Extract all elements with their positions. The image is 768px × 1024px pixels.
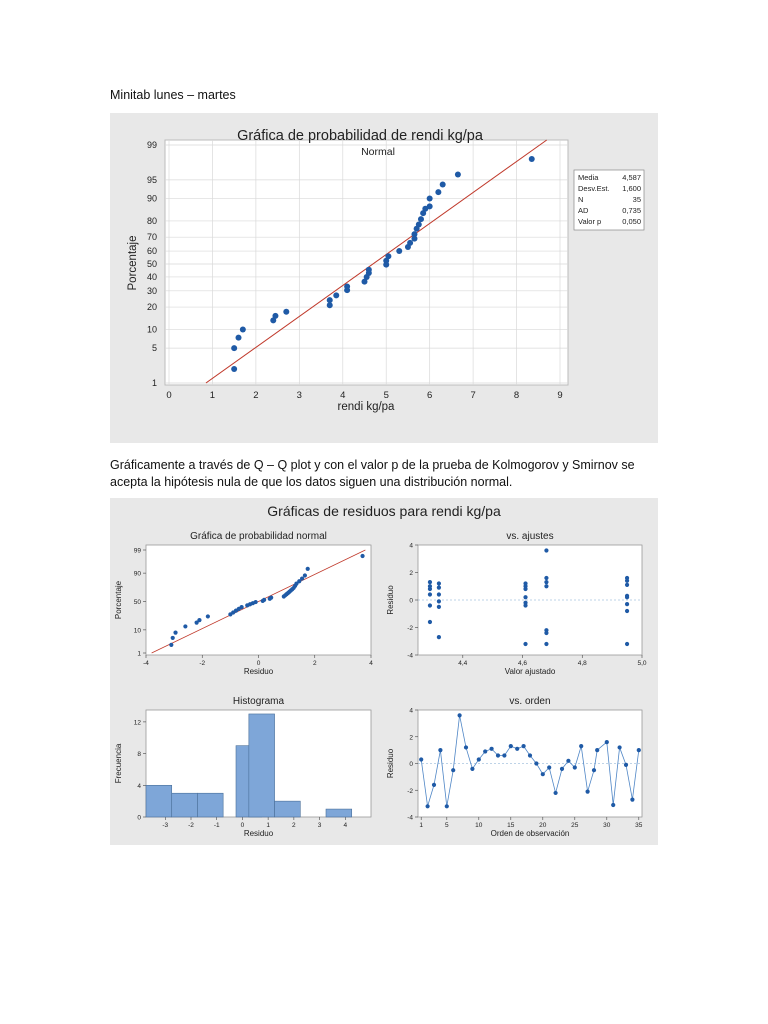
vs-fits-x-axis-label: Valor ajustado xyxy=(504,667,556,676)
data-point xyxy=(427,195,433,201)
chart-title: Gráfica de probabilidad de rendi kg/pa xyxy=(237,128,483,144)
vs-order-x-tick-label: 5 xyxy=(444,822,449,829)
data-point xyxy=(529,156,535,162)
vs-fits-point xyxy=(544,576,548,580)
histogram-y-tick-label: 12 xyxy=(133,719,141,727)
vs-fits-y-tick-label: 2 xyxy=(409,570,413,577)
probability-plot-figure xyxy=(110,113,658,443)
vs-fits-point xyxy=(544,548,548,552)
vs-order-point xyxy=(419,757,423,761)
data-point xyxy=(385,253,391,259)
normal-probability-y-tick-label: 1 xyxy=(137,650,141,658)
stats-value: 0,050 xyxy=(622,217,641,226)
normal-probability-y-tick-label: 99 xyxy=(133,547,141,555)
y-tick-label: 95 xyxy=(146,174,157,185)
y-tick-label: 70 xyxy=(146,232,157,243)
vs-order-point xyxy=(560,767,564,771)
vs-order-point xyxy=(490,747,494,751)
normal-probability-point xyxy=(206,614,210,618)
vs-fits-point xyxy=(428,592,432,596)
y-tick-label: 60 xyxy=(146,246,157,257)
panel-title: Gráficas de residuos para rendi kg/pa xyxy=(267,503,501,519)
y-tick-label: 20 xyxy=(146,302,157,313)
vs-order-point xyxy=(528,753,532,757)
normal-probability-point xyxy=(197,618,201,622)
vs-order-point xyxy=(509,744,513,748)
histogram-y-tick-label: 4 xyxy=(137,782,141,790)
histogram-bar xyxy=(249,714,275,817)
vs-fits-x-tick-label: 4,4 xyxy=(458,660,468,667)
x-tick-label: 4 xyxy=(340,390,346,401)
vs-order-x-tick-label: 30 xyxy=(603,822,611,829)
y-tick-label: 10 xyxy=(146,324,157,335)
x-tick-label: 6 xyxy=(427,390,433,401)
data-point xyxy=(435,189,441,195)
data-point xyxy=(396,248,402,254)
vs-order-point xyxy=(426,804,430,808)
vs-order-point xyxy=(470,767,474,771)
vs-order-y-tick-label: 4 xyxy=(409,707,413,715)
y-tick-label: 1 xyxy=(151,378,157,388)
vs-fits-point xyxy=(437,586,441,590)
vs-fits-point xyxy=(523,587,527,591)
vs-order-x-tick-label: 35 xyxy=(635,822,643,829)
vs-order-x-tick-label: 15 xyxy=(507,822,515,829)
vs-order-point xyxy=(483,749,487,753)
histogram-x-tick-label: 0 xyxy=(240,822,245,829)
vs-order-y-axis-label: Residuo xyxy=(386,748,395,779)
vs-fits-point xyxy=(544,631,548,635)
vs-order-point xyxy=(502,753,506,757)
histogram-bar xyxy=(326,809,352,817)
x-tick-label: 9 xyxy=(557,390,563,401)
histogram-y-tick-label: 8 xyxy=(137,751,141,759)
normal-probability-point xyxy=(171,636,175,640)
normal-probability-x-tick-label: 4 xyxy=(369,660,373,667)
stats-value: 35 xyxy=(632,195,641,204)
vs-fits-y-axis-label: Residuo xyxy=(386,585,395,615)
vs-fits-x-tick-label: 4,8 xyxy=(577,660,587,667)
vs-order-point xyxy=(592,768,596,772)
normal-probability-x-tick-label: -4 xyxy=(143,660,149,667)
data-point xyxy=(411,231,417,237)
vs-fits-point xyxy=(544,642,548,646)
doc-paragraph-line-2: acepta la hipótesis nula de que los datos siguen una distribución normal. xyxy=(110,475,513,489)
vs-order-point xyxy=(630,798,634,802)
stats-label: AD xyxy=(578,206,589,215)
vs-order-point xyxy=(605,740,609,744)
vs-fits-point xyxy=(437,635,441,639)
y-tick-label: 99 xyxy=(146,140,157,150)
data-point xyxy=(344,284,350,290)
data-point xyxy=(231,345,237,351)
x-tick-label: 7 xyxy=(470,390,476,401)
vs-order-point xyxy=(522,744,526,748)
stats-label: Valor p xyxy=(578,217,602,226)
vs-fits-point xyxy=(428,584,432,588)
data-point xyxy=(407,240,413,246)
histogram-x-tick-label: 2 xyxy=(292,822,296,829)
y-tick-label: 40 xyxy=(146,271,157,282)
normal-probability-y-tick-label: 10 xyxy=(133,627,141,635)
histogram-x-tick-label: -3 xyxy=(162,822,169,829)
data-point xyxy=(272,313,278,319)
data-point xyxy=(418,216,424,222)
vs-fits-point xyxy=(544,584,548,588)
vs-order-point xyxy=(458,713,462,717)
vs-order-y-tick-label: 0 xyxy=(409,761,413,768)
vs-order-y-tick-label: 2 xyxy=(409,734,413,742)
normal-probability-point xyxy=(262,598,266,602)
normal-probability-point xyxy=(173,631,177,635)
stats-legend xyxy=(574,170,644,230)
stats-value: 1,600 xyxy=(622,184,641,193)
normal-probability-point xyxy=(169,643,173,647)
vs-order-point xyxy=(579,744,583,748)
vs-order-point xyxy=(541,772,545,776)
y-axis-label: Porcentaje xyxy=(127,235,139,291)
normal-probability-x-tick-label: 2 xyxy=(312,660,317,667)
vs-order-point xyxy=(464,745,468,749)
x-tick-label: 3 xyxy=(296,390,302,401)
data-point xyxy=(240,327,246,333)
normal-probability-point xyxy=(240,605,244,609)
normal-probability-point xyxy=(306,567,310,571)
vs-fits-x-tick-label: 5,0 xyxy=(637,660,647,667)
x-tick-label: 8 xyxy=(513,390,520,401)
histogram-title: Histograma xyxy=(232,696,285,707)
vs-fits-point xyxy=(625,579,629,583)
histogram-bar xyxy=(172,793,198,817)
vs-order-x-axis-label: Orden de observación xyxy=(490,829,570,838)
histogram-y-axis-label: Frecuencia xyxy=(114,743,123,784)
histogram-bar xyxy=(197,793,223,817)
vs-fits-point xyxy=(428,603,432,607)
vs-fits-point xyxy=(625,595,629,599)
histogram-x-tick-label: 1 xyxy=(266,822,270,829)
data-point xyxy=(416,221,422,227)
vs-fits-point xyxy=(428,580,432,584)
data-point xyxy=(455,171,461,177)
vs-fits-point xyxy=(523,642,527,646)
vs-fits-y-tick-label: -4 xyxy=(407,652,413,660)
vs-order-point xyxy=(573,765,577,769)
y-tick-label: 50 xyxy=(146,259,157,269)
vs-fits-y-tick-label: 0 xyxy=(409,597,413,605)
normal-probability-y-tick-label: 50 xyxy=(133,599,141,606)
normal-probability-point xyxy=(303,573,307,577)
residual-plots-figure xyxy=(110,498,658,845)
vs-fits-point xyxy=(544,580,548,584)
vs-fits-y-tick-label: 4 xyxy=(409,542,413,550)
vs-fits-point xyxy=(625,602,629,606)
normal-probability-y-axis-label: Porcentaje xyxy=(114,580,123,620)
vs-fits-point xyxy=(625,583,629,587)
normal-probability-x-tick-label: 0 xyxy=(256,660,261,667)
normal-probability-x-tick-label: -2 xyxy=(199,660,206,667)
normal-probability-y-tick-label: 90 xyxy=(133,570,141,578)
vs-fits-title: vs. ajustes xyxy=(506,531,554,542)
y-tick-label: 80 xyxy=(146,215,157,226)
vs-order-point xyxy=(477,757,481,761)
vs-order-point xyxy=(611,803,615,807)
vs-order-point xyxy=(595,748,599,752)
histogram-x-tick-label: 3 xyxy=(317,822,322,829)
histogram-x-tick-label: -1 xyxy=(213,822,220,829)
vs-order-point xyxy=(432,783,436,787)
histogram-y-tick-label: 0 xyxy=(137,814,141,822)
vs-order-point xyxy=(451,768,455,772)
x-axis-label: rendi kg/pa xyxy=(337,401,395,413)
data-point xyxy=(440,181,446,187)
vs-order-x-tick-label: 1 xyxy=(419,822,424,829)
data-point xyxy=(366,267,372,273)
normal-probability-title: Gráfica de probabilidad normal xyxy=(190,531,327,542)
y-tick-label: 90 xyxy=(146,193,157,204)
normal-probability-point xyxy=(269,595,273,599)
vs-order-point xyxy=(534,761,538,765)
x-tick-label: 2 xyxy=(253,390,259,401)
vs-order-x-tick-label: 20 xyxy=(539,822,547,829)
normal-probability-x-axis-label: Residuo xyxy=(243,667,274,676)
histogram-x-tick-label: 4 xyxy=(343,822,348,829)
vs-order-point xyxy=(438,748,442,752)
stats-value: 4,587 xyxy=(622,173,641,182)
data-point xyxy=(283,309,289,315)
x-tick-label: 0 xyxy=(166,390,172,401)
vs-order-x-tick-label: 10 xyxy=(475,822,483,829)
histogram-bar xyxy=(146,785,172,817)
histogram-x-axis-label: Residuo xyxy=(243,829,274,838)
histogram-x-tick-label: -2 xyxy=(188,822,194,829)
vs-order-point xyxy=(566,759,570,763)
vs-fits-point xyxy=(428,620,432,624)
vs-fits-y-tick-label: -2 xyxy=(407,625,413,632)
vs-order-point xyxy=(445,804,449,808)
stats-value: 0,735 xyxy=(622,206,641,215)
data-point xyxy=(427,203,433,209)
vs-order-point xyxy=(618,745,622,749)
vs-order-point xyxy=(515,747,519,751)
vs-fits-point xyxy=(625,609,629,613)
vs-order-y-tick-label: -2 xyxy=(407,787,413,795)
normal-probability-plot-area xyxy=(146,545,371,655)
y-tick-label: 30 xyxy=(146,285,157,296)
doc-paragraph-line-1: Gráficamente a través de Q – Q plot y con el valor p de la prueba de Kolmogorov y Smirnov se xyxy=(110,458,635,472)
vs-order-y-tick-label: -4 xyxy=(407,814,413,822)
vs-order-title: vs. orden xyxy=(509,696,551,707)
histogram-bar xyxy=(275,801,301,817)
normal-probability-point xyxy=(360,554,364,558)
chart-subtitle: Normal xyxy=(361,146,395,158)
vs-fits-point xyxy=(625,642,629,646)
data-point xyxy=(236,335,242,341)
vs-order-point xyxy=(547,765,551,769)
vs-fits-x-tick-label: 4,6 xyxy=(518,660,528,667)
normal-probability-point xyxy=(183,624,187,628)
vs-fits-point xyxy=(437,581,441,585)
stats-label: N xyxy=(578,195,584,204)
stats-label: Desv.Est. xyxy=(578,184,610,193)
vs-order-point xyxy=(496,753,500,757)
data-point xyxy=(327,297,333,303)
vs-order-point xyxy=(637,748,641,752)
doc-heading: Minitab lunes – martes xyxy=(110,88,236,102)
normal-probability-point xyxy=(254,600,258,604)
data-point xyxy=(333,292,339,298)
vs-fits-point xyxy=(437,599,441,603)
vs-fits-point xyxy=(437,592,441,596)
vs-order-point xyxy=(586,789,590,793)
data-point xyxy=(231,366,237,372)
vs-order-point xyxy=(554,791,558,795)
vs-fits-point xyxy=(437,605,441,609)
vs-fits-point xyxy=(523,603,527,607)
x-tick-label: 5 xyxy=(383,390,389,401)
vs-order-point xyxy=(624,763,628,767)
stats-label: Media xyxy=(578,173,599,182)
data-point xyxy=(327,302,333,308)
x-tick-label: 1 xyxy=(209,390,216,401)
vs-order-x-tick-label: 25 xyxy=(571,822,579,829)
y-tick-label: 5 xyxy=(151,343,157,354)
vs-fits-point xyxy=(523,595,527,599)
